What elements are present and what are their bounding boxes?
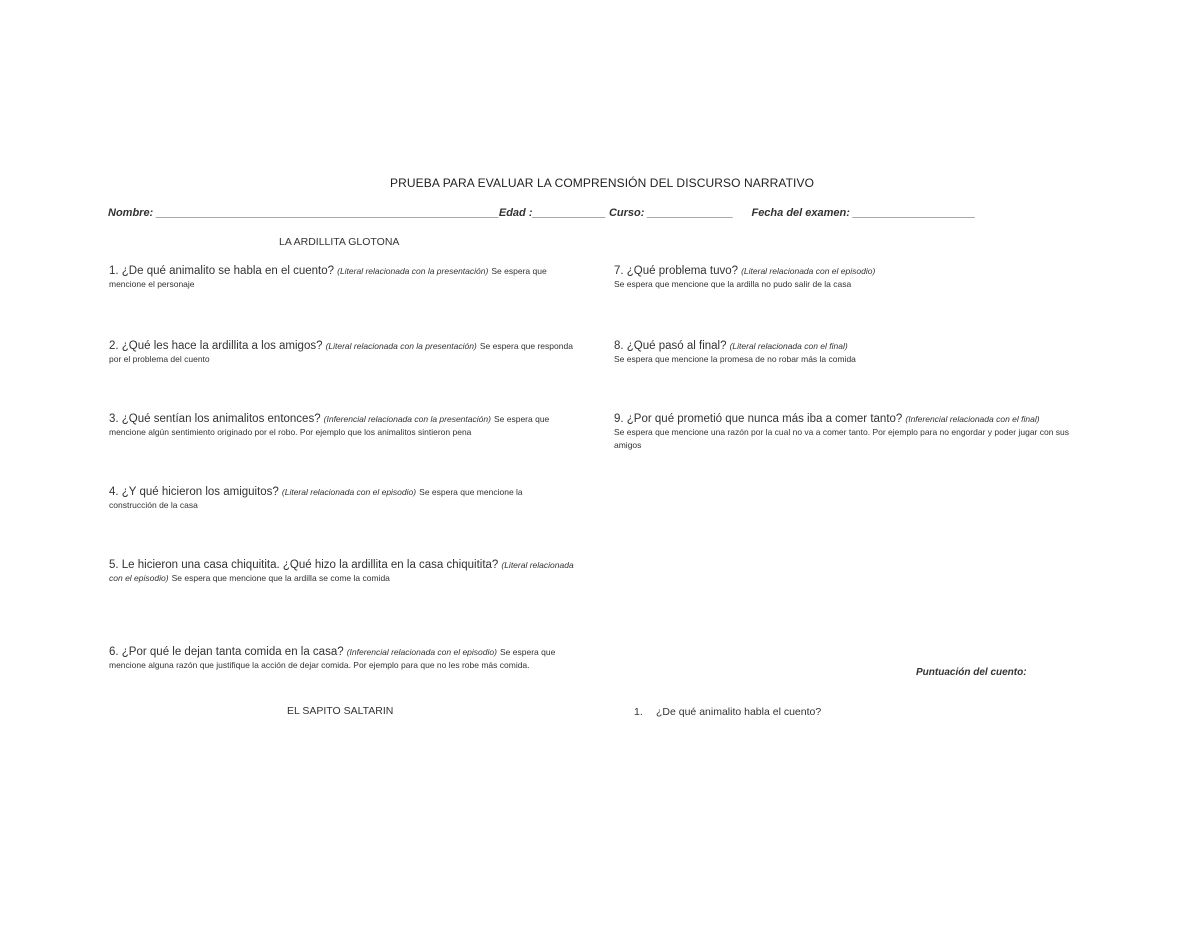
question-type: (Inferencial relacionada con el episodio) — [346, 647, 497, 657]
question-type: (Literal relacionada con la presentación) — [337, 266, 489, 276]
question-text: 6. ¿Por qué le dejan tanta comida en la casa? — [109, 646, 344, 658]
question-text: 9. ¿Por qué prometió que nunca más iba a comer tanto? — [614, 413, 903, 425]
expected-answer: Se espera que mencione el personaje — [109, 266, 547, 289]
question-text: 3. ¿Qué sentían los animalitos entonces? — [109, 413, 321, 425]
question-type: (Literal relacionada con el episodio) — [109, 560, 574, 583]
expected-answer: Se espera que mencione una razón por la cual no va a comer tanto. Por ejemplo para no engordar y poder jugar con sus amigos — [614, 427, 1070, 450]
question-text: 4. ¿Y qué hicieron los amiguitos? — [109, 486, 279, 498]
question-text: 5. Le hicieron una casa chiquitita. ¿Qué hizo la ardillita en la casa chiquitita? — [109, 559, 499, 571]
name-field-label: Nombre: ________________________________________________________ — [108, 207, 499, 219]
expected-answer: Se espera que mencione alguna razón que justifique la acción de dejar comida. Por ejemplo para que no les robe más comida. — [109, 647, 556, 670]
document-title: PRUEBA PARA EVALUAR LA COMPRENSIÓN DEL DISCURSO NARRATIVO — [390, 176, 815, 190]
question-item — [109, 559, 574, 585]
exam-date-field-label: Fecha del examen: ____________________ — [751, 207, 976, 219]
story2-question-text: ¿De qué animalito habla el cuento? — [656, 706, 822, 718]
question-item — [109, 340, 574, 366]
question-type: (Literal relacionada con la presentación) — [325, 341, 477, 351]
question-type: (Literal relacionada con el episodio) — [741, 266, 876, 276]
question-item — [614, 413, 1074, 452]
story2-title: EL SAPITO SALTARIN — [287, 705, 394, 717]
question-type: (Literal relacionada con el episodio) — [281, 487, 417, 497]
question-item — [109, 646, 571, 672]
question-item — [614, 340, 1074, 366]
expected-answer: Se espera que mencione la promesa de no robar más la comida — [614, 354, 856, 364]
question-text: 1. ¿De qué animalito se habla en el cuento? — [109, 265, 335, 277]
story-score-label: Puntuación del cuento: — [916, 667, 1027, 678]
question-item — [109, 413, 579, 439]
question-item — [109, 486, 569, 512]
question-type: (Inferencial relacionada con la presentación) — [323, 414, 491, 424]
expected-answer: Se espera que mencione que la ardilla no pudo salir de la casa — [614, 279, 852, 289]
student-info-line — [108, 207, 975, 219]
expected-answer: Se espera que mencione que la ardilla se come la comida — [171, 573, 390, 583]
course-field-label: Curso: ______________ — [608, 207, 734, 219]
question-item — [614, 265, 1074, 291]
question-type: (Inferencial relacionada con el final) — [905, 414, 1040, 424]
expected-answer: Se espera que mencione la construcción de la casa — [109, 487, 523, 510]
story1-title: LA ARDILLITA GLOTONA — [279, 236, 400, 248]
story2-question-item — [634, 706, 821, 718]
story2-question-number: 1. — [634, 706, 643, 718]
question-item — [109, 265, 574, 291]
expected-answer: Se espera que mencione algún sentimiento originado por el robo. Por ejemplo que los animalitos sintieron pena — [109, 414, 550, 437]
question-text: 2. ¿Qué les hace la ardillita a los amigos? — [109, 340, 323, 352]
question-text: 8. ¿Qué pasó al final? — [614, 340, 727, 352]
question-type: (Literal relacionada con el final) — [729, 341, 848, 351]
age-field-label: Edad :____________ — [498, 207, 606, 219]
expected-answer: Se espera que responda por el problema del cuento — [109, 341, 573, 364]
question-text: 7. ¿Qué problema tuvo? — [614, 265, 739, 277]
